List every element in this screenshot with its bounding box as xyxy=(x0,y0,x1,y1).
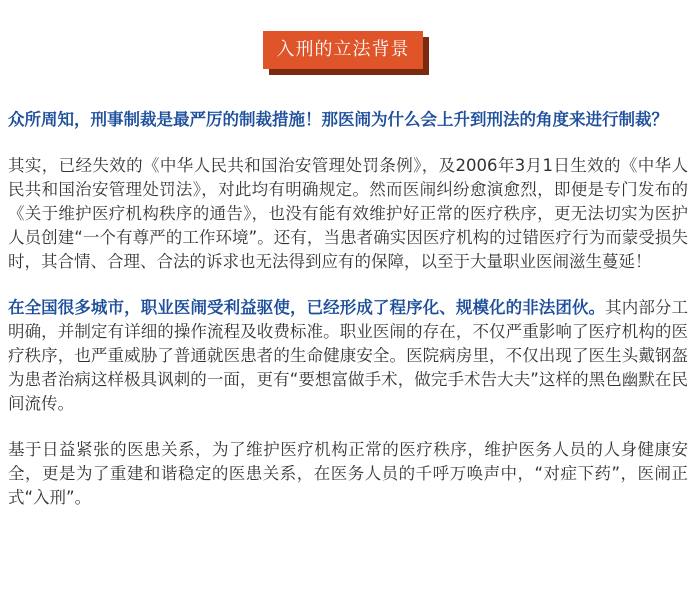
paragraph-2-text: 其内部分工明确，并制定有详细的操作流程及收费标准。职业医闹的存在，不仅严重影响了医疗机构的医疗秩序，也严重威胁了普通就医患者的生命健康安全。医院病房里，不仅出现了医生头戴钢盔为患者治病这样极具讽刺的一面，更有“要想富做手术，做完手术告大夫”这样的黑色幽默在民间流传。 xyxy=(8,298,689,413)
lead-question: 众所周知，刑事制裁是最严厉的制裁措施！那医闹为什么会上升到刑法的角度来进行制裁？ xyxy=(8,110,668,129)
article-body xyxy=(8,108,688,532)
paragraph-2 xyxy=(8,296,688,416)
paragraph-2-highlight: 在全国很多城市，职业医闹受利益驱使，已经形成了程序化、规模化的非法团伙。 xyxy=(8,298,606,317)
paragraph-3: 基于日益紧张的医患关系，为了维护医疗机构正常的医疗秩序，维护医务人员的人身健康安全，更是为了重建和谐稳定的医患关系，在医务人员的千呼万唤声中，“对症下药”，医闹正式“入刑”。 xyxy=(8,440,688,507)
section-header xyxy=(0,28,696,78)
section-title: 入刑的立法背景 xyxy=(263,31,423,69)
paragraph-1: 其实，已经失效的《中华人民共和国治安管理处罚条例》，及2006年3月1日生效的《中华人民共和国治安管理处罚法》，对此均有明确规定。然而医闹纠纷愈演愈烈，即便是专门发布的《关于维护医疗机构秩序的通告》，也没有能有效维护好正常的医疗秩序，更无法切实为医护人员创建“一个有尊严的工作环境”。还有，当患者确实因医疗机构的过错医疗行为而蒙受损失时，其合情、合理、合法的诉求也无法得到应有的保障，以至于大量职业医闹滋生蔓延！ xyxy=(8,156,688,271)
